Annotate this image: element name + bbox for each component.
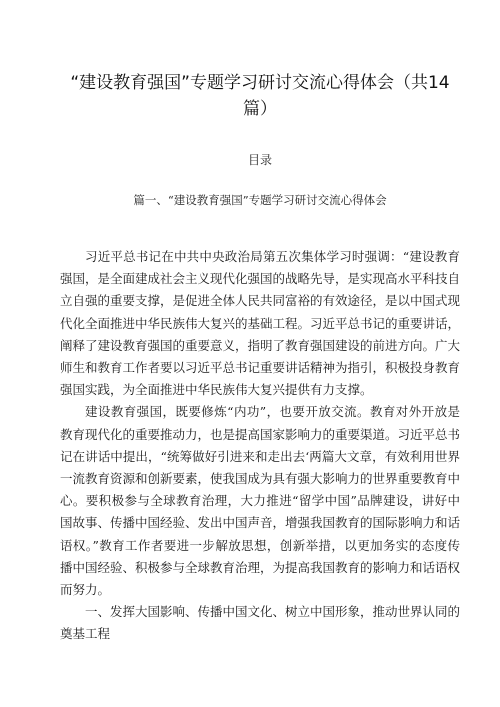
section-heading: 一、发挥大国影响、传播中国文化、树立中国形象，推动世界认同的奠基工程 [60,604,461,642]
paragraph: 习近平总书记在中共中央政治局第五次集体学习时强调：“建设教育强国，是全面建成社会主义现代化强国的战略先导，是实现高水平科技自立自强的重要支撑，是促进全体人民共同富裕的有效途径，是以中国式现代化全面推进中华民族伟大复兴的基础工程。习近平总书记的重要讲话，阐释了建设教育强国的重要意义，指明了教育强国建设的前进方向。广大师生和教育工作者要以习近平总书记重要讲话精神为指引，积极投身教育强国实践，为全面推进中华民族伟大复兴提供有力支撑。 [60,249,461,398]
body-text [60,246,460,646]
toc-entry[interactable]: 篇一、“建设教育强国”专题学习研讨交流心得体会 [133,193,387,207]
toc-heading: 目录 [247,153,272,167]
document-title: “建设教育强国”专题学习研讨交流心得体会（共14篇） [70,73,450,119]
paragraph: 建设教育强国，既要修炼“内功”，也要开放交流。教育对外开放是教育现代化的重要推动力，也是提高国家影响力的重要渠道。习近平总书记在讲话中提出，“统筹做好引进来和走出去‘两篇大文章，有效利用世界一流教育资源和创新要素，使我国成为具有强大影响力的世界重要教育中心。要积极参与全球教育治理，大力推进“留学中国”品牌建设，讲好中国故事、传播中国经验、发出中国声音，增强我国教育的国际影响力和话语权。”教育工作者要进一步解放思想，创新举措，以更加务实的态度传播中国经验、积极参与全球教育治理，为提高我国教育的影响力和话语权而努力。 [60,404,461,598]
